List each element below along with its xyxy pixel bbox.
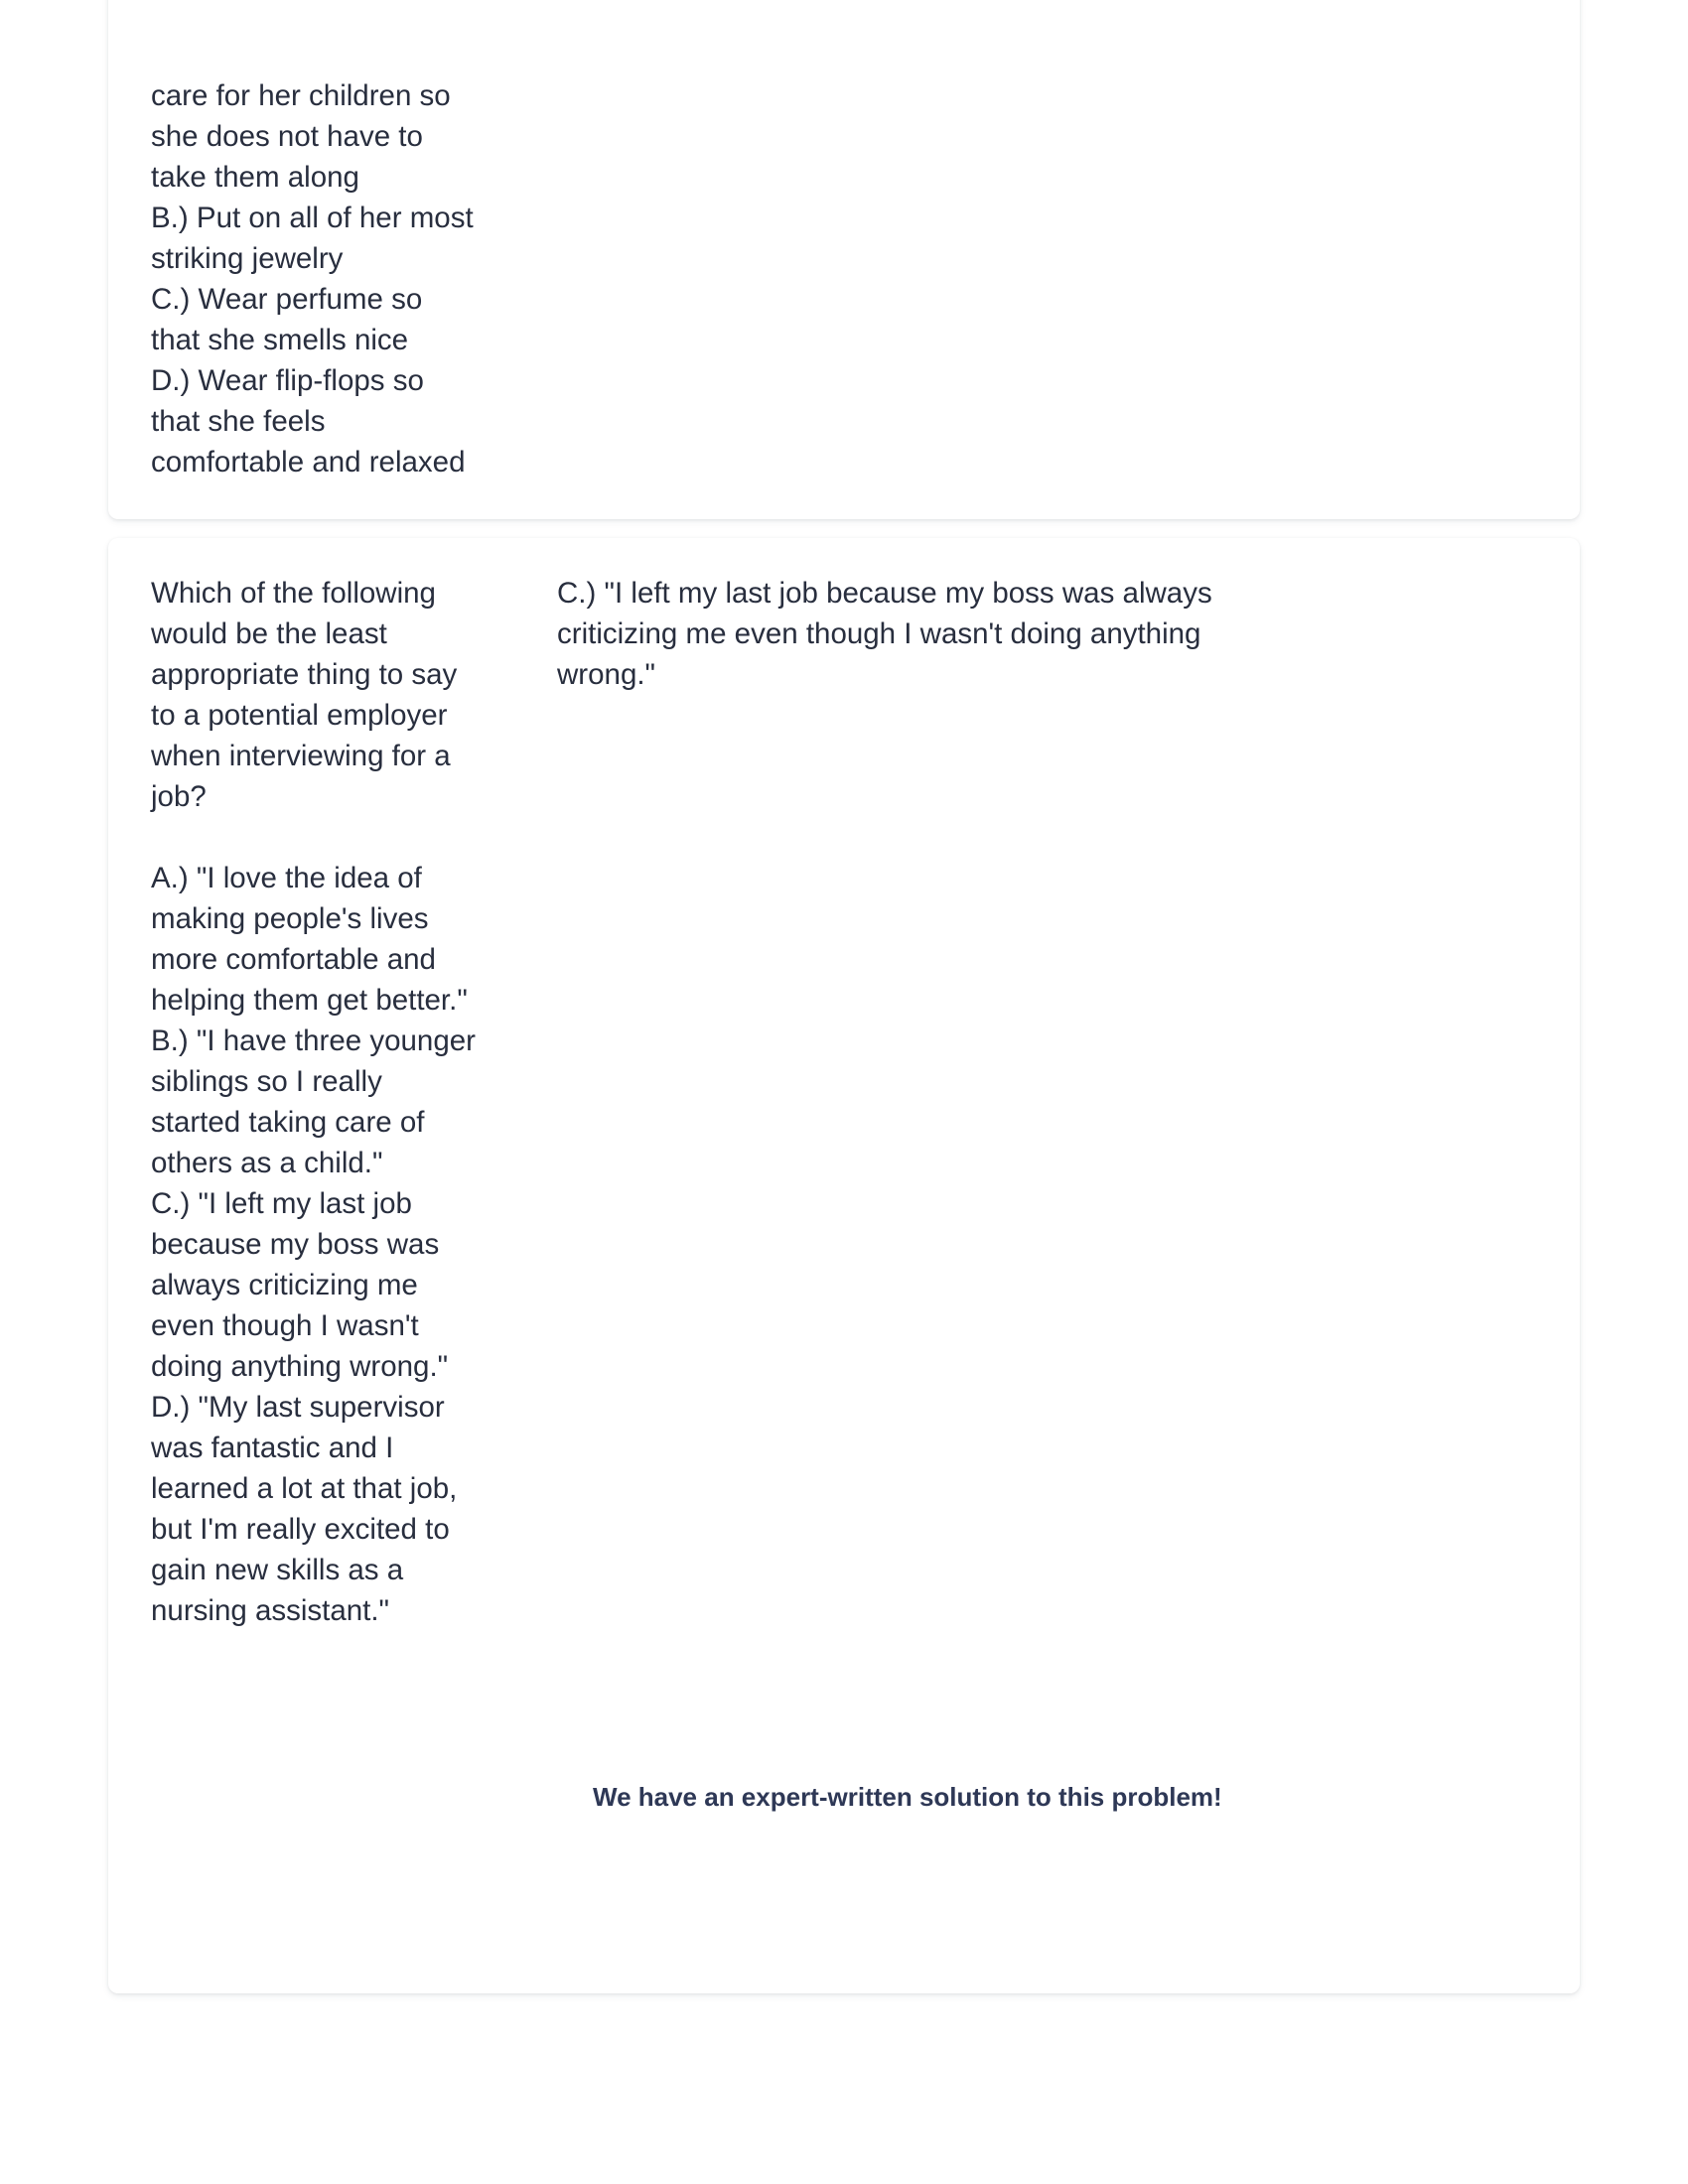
- term-text: care for her children so she does not have to take them along B.) Put on all of her most striking jewelry C.) Wear perfume so that she smells nice D.) Wear flip-flops so that she feels comfortable and relaxed: [151, 79, 474, 478]
- flashcard-2: [108, 538, 1580, 1993]
- expert-solution-note: We have an expert-written solution to this problem!: [593, 1782, 1222, 1812]
- term-text: Which of the following would be the least appropriate thing to say to a potential employer when interviewing for a job? A.) "I love the idea of making people's lives more comfortable and helping them get better." B.) "I have three younger siblings so I really started taking care of others as a child." C.) "I left my last job because my boss was always criticizing me even though I wasn't doing anything wrong." D.) "My last supervisor was fantastic and I learned a lot at that job, but I'm really excited to gain new skills as a nursing assistant.": [151, 577, 476, 1627]
- definition-text: C.) "I left my last job because my boss was always criticizing me even though I wasn't doing anything wrong.": [557, 577, 1212, 691]
- flashcard-1: [108, 0, 1580, 519]
